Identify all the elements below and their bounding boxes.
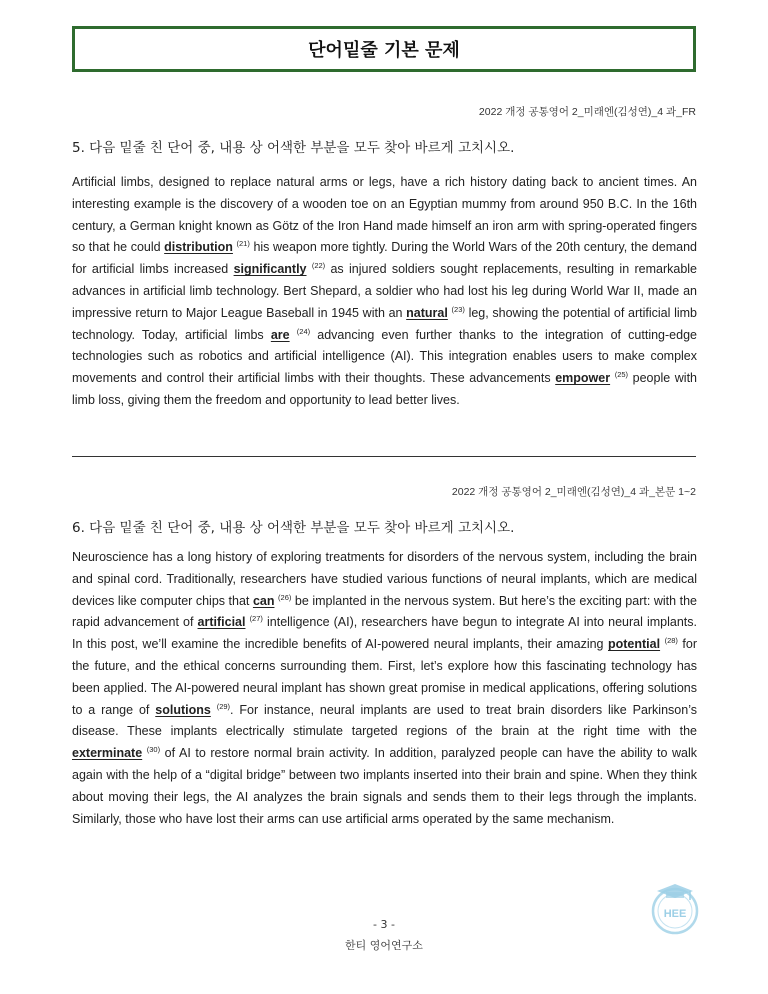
q6-text-2: intelligence (AI), researchers have begun to integrate AI into neural implants. In this post, we’ll examine the incredible benefits of AI-powered neural implants, their amazing [72, 615, 697, 652]
q6-text-5: of AI to restore normal brain activity. In addition, paralyzed people can have the ability to walk again with the help of a “digital bridge” between two implants inserted into their brain and spine. When they think about moving their legs, the AI analyzes the brain signals and sends them to their legs through the implants. Similarly, those who have lost their arms can use artificial arms operated by the same mechanism. [72, 746, 697, 826]
q6-source: 2022 개정 공통영어 2_미래엔(김성연)_4 과_본문 1~2 [451, 486, 696, 498]
title-box [72, 26, 696, 72]
q5-num-23: (23) [451, 304, 465, 314]
q6-num-27: (27) [249, 614, 263, 624]
q5-blank-21: distribution [164, 240, 233, 255]
q6-num-28: (28) [664, 636, 678, 646]
q6-num-26: (26) [278, 592, 292, 602]
q6-num-29: (29) [216, 701, 231, 711]
q5-text-2: as injured soldiers sought replacements, resulting in remarkable advances in artificial limb technology. Bert Shepard, a soldier who had lost his leg during World War II, made an impressive return to Major League Baseball in 1945 with an [72, 262, 697, 320]
q5-blank-24: are [270, 327, 290, 342]
logo-text: HEE [663, 908, 687, 920]
q5-num-25: (25) [614, 370, 629, 380]
q5-source: 2022 개정 공통영어 2_미래엔(김성연)_4 과_FR [478, 106, 696, 118]
q5-blank-23: natural [406, 305, 448, 320]
q5-title: 5. 다음 밑줄 친 단어 중, 내용 상 어색한 부분을 모두 찾아 바르게 고치시오. [72, 140, 515, 156]
q6-blank-29: solutions [155, 702, 211, 717]
q6-blank-27: artificial [197, 615, 246, 630]
q5-text-5: people with limb loss, giving them the freedom and opportunity to lead better lives. [72, 371, 698, 407]
q6-passage [72, 547, 697, 830]
q6-text-4: . For instance, neural implants are used to treat brain disorders like Parkinson’s disease. These implants electrically stimulate targeted regions of the brain at the right time with the [72, 702, 697, 739]
q5-passage [72, 172, 697, 412]
q5-text-4: advancing even further thanks to the integration of cutting-edge technologies such as robotics and artificial intelligence (AI). This integration enables users to make complex movements and control their artificial limbs with their thoughts. These advancements [72, 327, 697, 386]
page-title: 단어밑줄 기본 문제 [308, 40, 460, 61]
hee-logo-icon [648, 878, 702, 936]
q5-num-22: (22) [311, 261, 326, 271]
footer-org: 한티 영어연구소 [345, 939, 423, 952]
q6-title: 6. 다음 밑줄 친 단어 중, 내용 상 어색한 부분을 모두 찾아 바르게 고치시오. [72, 520, 515, 536]
q6-blank-26: can [252, 593, 275, 608]
q5-num-24: (24) [296, 326, 311, 336]
q6-text-3: for the future, and the ethical concerns surrounding them. First, let’s explore how this fascinating technology has been applied. The AI-powered neural implant has shown great promise in medical applications, offering solutions to a range of [72, 637, 697, 717]
q6-blank-28: potential [607, 637, 661, 652]
q5-text-3: leg, showing the potential of artificial limb technology. Today, artificial limbs [72, 305, 697, 342]
q6-num-30: (30) [146, 745, 161, 755]
section-divider [72, 456, 696, 457]
page-number: - 3 - [373, 918, 395, 931]
q5-num-21: (21) [236, 239, 250, 249]
q5-text-1: his weapon more tightly. During the World Wars of the 20th century, the demand for artificial limbs increased [72, 240, 697, 277]
q5-blank-22: significantly [233, 262, 307, 277]
q6-blank-30: exterminate [72, 746, 143, 761]
q6-text-1: be implanted in the nervous system. But here’s the exciting part: with the rapid advancement of [72, 593, 697, 630]
q5-text-0: Artificial limbs, designed to replace natural arms or legs, have a rich history dating back to ancient times. An interesting example is the discovery of a wooden toe on an Egyptian mummy from around 950 B.C. In the 16th century, a German knight known as Götz of the Iron Hand made himself an iron arm with spring-operated fingers so that he could [72, 175, 697, 255]
q5-blank-25: empower [555, 371, 611, 386]
q6-text-0: Neuroscience has a long history of exploring treatments for disorders of the nervous system, including the brain and spinal cord. Traditionally, researchers have studied various functions of neural implants, which are medical devices like computer chips that [72, 550, 697, 608]
